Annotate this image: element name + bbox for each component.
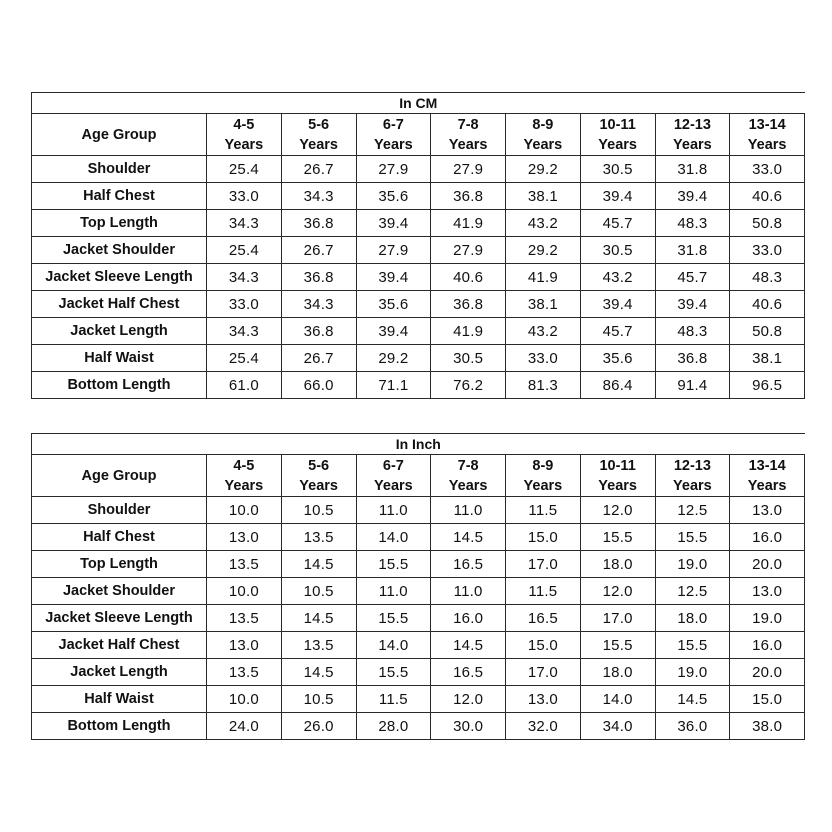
measurement-value: 16.5	[431, 551, 506, 578]
age-range: 6-7	[382, 457, 404, 474]
measurement-value: 48.3	[730, 264, 805, 291]
measurement-value: 36.8	[281, 210, 356, 237]
age-range: 10-11	[599, 116, 636, 133]
measurement-value: 33.0	[730, 156, 805, 183]
measurement-value: 13.0	[506, 686, 581, 713]
measurement-value: 40.6	[730, 291, 805, 318]
measurement-value: 34.3	[207, 318, 282, 345]
measurement-value: 30.5	[580, 237, 655, 264]
measurement-label: Jacket Half Chest	[32, 291, 207, 318]
age-column-header	[506, 114, 581, 156]
measurement-value: 12.0	[580, 578, 655, 605]
measurement-value: 26.7	[281, 237, 356, 264]
age-group-header: Age Group	[32, 455, 207, 497]
measurement-value: 30.5	[431, 345, 506, 372]
age-unit: Years	[523, 136, 563, 153]
table-caption-row	[32, 93, 805, 114]
measurement-value: 16.5	[506, 605, 581, 632]
measurement-value: 10.0	[207, 578, 282, 605]
measurement-value: 26.7	[281, 345, 356, 372]
age-column-header	[730, 114, 805, 156]
age-column-header	[356, 114, 431, 156]
measurement-value: 15.0	[506, 524, 581, 551]
age-unit: Years	[374, 477, 413, 494]
measurement-value: 45.7	[655, 264, 730, 291]
measurement-value: 35.6	[356, 291, 431, 318]
age-column-header	[730, 455, 805, 497]
table-caption-row	[32, 434, 805, 455]
measurement-label: Jacket Sleeve Length	[32, 605, 207, 632]
measurement-label: Jacket Shoulder	[32, 578, 207, 605]
measurement-value: 36.8	[281, 264, 356, 291]
age-unit: Years	[673, 477, 712, 494]
age-column-header	[580, 455, 655, 497]
age-range: 7-8	[457, 457, 479, 474]
measurement-value: 18.0	[580, 551, 655, 578]
measurement-value: 43.2	[506, 210, 581, 237]
table-row	[32, 237, 805, 264]
table-row	[32, 345, 805, 372]
measurement-value: 28.0	[356, 713, 431, 740]
measurement-value: 11.0	[431, 578, 506, 605]
measurement-value: 19.0	[655, 659, 730, 686]
measurement-value: 40.6	[730, 183, 805, 210]
age-range: 10-11	[599, 457, 636, 474]
measurement-value: 30.5	[580, 156, 655, 183]
measurement-value: 39.4	[580, 183, 655, 210]
measurement-value: 76.2	[431, 372, 506, 399]
measurement-value: 15.5	[655, 524, 730, 551]
age-unit: Years	[224, 136, 264, 153]
measurement-value: 14.5	[281, 659, 356, 686]
age-range: 13-14	[748, 116, 786, 133]
measurement-label: Jacket Shoulder	[32, 237, 207, 264]
measurement-value: 50.8	[730, 318, 805, 345]
measurement-value: 39.4	[655, 291, 730, 318]
measurement-value: 29.2	[506, 237, 581, 264]
measurement-value: 13.5	[207, 551, 282, 578]
measurement-value: 39.4	[356, 264, 431, 291]
measurement-label: Jacket Sleeve Length	[32, 264, 207, 291]
age-range: 4-5	[233, 116, 255, 133]
measurement-value: 15.5	[580, 632, 655, 659]
age-unit: Years	[673, 136, 712, 153]
age-group-header: Age Group	[32, 114, 207, 156]
age-column-header	[281, 455, 356, 497]
measurement-value: 19.0	[655, 551, 730, 578]
measurement-value: 36.8	[281, 318, 356, 345]
measurement-value: 15.5	[580, 524, 655, 551]
measurement-value: 34.3	[281, 183, 356, 210]
measurement-value: 12.0	[580, 497, 655, 524]
measurement-value: 38.1	[506, 291, 581, 318]
measurement-value: 10.5	[281, 686, 356, 713]
measurement-label: Half Waist	[32, 345, 207, 372]
age-range: 5-6	[308, 116, 330, 133]
measurement-value: 17.0	[580, 605, 655, 632]
table-row	[32, 264, 805, 291]
measurement-value: 11.5	[506, 578, 581, 605]
measurement-value: 11.0	[356, 578, 431, 605]
measurement-value: 32.0	[506, 713, 581, 740]
measurement-value: 43.2	[506, 318, 581, 345]
measurement-value: 12.0	[431, 686, 506, 713]
measurement-value: 45.7	[580, 210, 655, 237]
cm-size-table	[31, 92, 805, 399]
table-row	[32, 372, 805, 399]
measurement-value: 26.7	[281, 156, 356, 183]
age-unit: Years	[374, 136, 413, 153]
measurement-value: 11.5	[506, 497, 581, 524]
measurement-value: 14.5	[431, 524, 506, 551]
measurement-value: 71.1	[356, 372, 431, 399]
age-column-header	[207, 114, 282, 156]
age-range: 12-13	[673, 116, 711, 133]
measurement-value: 41.9	[431, 210, 506, 237]
measurement-value: 18.0	[655, 605, 730, 632]
measurement-value: 10.5	[281, 578, 356, 605]
measurement-label: Jacket Half Chest	[32, 632, 207, 659]
measurement-value: 19.0	[730, 605, 805, 632]
measurement-value: 25.4	[207, 345, 282, 372]
age-range: 8-9	[532, 457, 554, 474]
measurement-value: 12.5	[655, 497, 730, 524]
measurement-value: 27.9	[356, 156, 431, 183]
measurement-label: Half Waist	[32, 686, 207, 713]
table-row	[32, 713, 805, 740]
measurement-value: 14.5	[655, 686, 730, 713]
measurement-value: 13.5	[281, 524, 356, 551]
table-caption: In Inch	[32, 434, 805, 455]
table-header-row	[32, 114, 805, 156]
table-row	[32, 551, 805, 578]
age-unit: Years	[448, 136, 488, 153]
age-unit: Years	[299, 136, 338, 153]
measurement-value: 38.0	[730, 713, 805, 740]
measurement-value: 10.5	[281, 497, 356, 524]
table-header-row	[32, 455, 805, 497]
age-unit: Years	[448, 477, 488, 494]
measurement-value: 30.0	[431, 713, 506, 740]
measurement-value: 24.0	[207, 713, 282, 740]
measurement-value: 16.0	[431, 605, 506, 632]
age-range: 8-9	[532, 116, 554, 133]
age-column-header	[281, 114, 356, 156]
measurement-value: 13.5	[207, 659, 282, 686]
measurement-value: 18.0	[580, 659, 655, 686]
measurement-value: 26.0	[281, 713, 356, 740]
measurement-value: 48.3	[655, 210, 730, 237]
age-range: 6-7	[382, 116, 404, 133]
measurement-value: 20.0	[730, 551, 805, 578]
measurement-value: 12.5	[655, 578, 730, 605]
table-row	[32, 659, 805, 686]
age-unit: Years	[224, 477, 264, 494]
measurement-value: 45.7	[580, 318, 655, 345]
table-row	[32, 605, 805, 632]
measurement-value: 14.0	[580, 686, 655, 713]
measurement-label: Jacket Length	[32, 318, 207, 345]
age-range: 7-8	[457, 116, 479, 133]
measurement-value: 86.4	[580, 372, 655, 399]
measurement-value: 36.0	[655, 713, 730, 740]
measurement-value: 10.0	[207, 497, 282, 524]
measurement-value: 13.0	[207, 524, 282, 551]
measurement-value: 31.8	[655, 237, 730, 264]
age-range: 4-5	[233, 457, 255, 474]
table-row	[32, 318, 805, 345]
measurement-value: 31.8	[655, 156, 730, 183]
measurement-value: 17.0	[506, 659, 581, 686]
age-unit: Years	[598, 136, 637, 153]
measurement-value: 38.1	[730, 345, 805, 372]
measurement-value: 14.0	[356, 632, 431, 659]
age-column-header	[356, 455, 431, 497]
measurement-value: 29.2	[356, 345, 431, 372]
measurement-label: Half Chest	[32, 524, 207, 551]
measurement-value: 27.9	[431, 237, 506, 264]
age-range: 13-14	[748, 457, 786, 474]
age-range: 12-13	[673, 457, 711, 474]
measurement-value: 15.5	[655, 632, 730, 659]
measurement-value: 34.3	[207, 264, 282, 291]
measurement-value: 33.0	[506, 345, 581, 372]
measurement-value: 41.9	[431, 318, 506, 345]
measurement-value: 34.0	[580, 713, 655, 740]
measurement-value: 13.0	[730, 578, 805, 605]
measurement-value: 15.5	[356, 551, 431, 578]
measurement-value: 15.0	[730, 686, 805, 713]
table-row	[32, 183, 805, 210]
measurement-value: 14.5	[281, 551, 356, 578]
measurement-value: 96.5	[730, 372, 805, 399]
age-column-header	[506, 455, 581, 497]
measurement-value: 33.0	[730, 237, 805, 264]
measurement-value: 16.0	[730, 524, 805, 551]
measurement-value: 36.8	[655, 345, 730, 372]
measurement-label: Half Chest	[32, 183, 207, 210]
age-column-header	[655, 114, 730, 156]
table-row	[32, 578, 805, 605]
table-row	[32, 291, 805, 318]
measurement-label: Top Length	[32, 551, 207, 578]
measurement-value: 40.6	[431, 264, 506, 291]
measurement-label: Shoulder	[32, 497, 207, 524]
measurement-value: 34.3	[281, 291, 356, 318]
age-column-header	[580, 114, 655, 156]
measurement-value: 48.3	[655, 318, 730, 345]
age-unit: Years	[598, 477, 637, 494]
age-unit: Years	[747, 136, 787, 153]
measurement-value: 39.4	[580, 291, 655, 318]
measurement-value: 41.9	[506, 264, 581, 291]
age-column-header	[207, 455, 282, 497]
measurement-value: 35.6	[356, 183, 431, 210]
table-row	[32, 524, 805, 551]
table-row	[32, 156, 805, 183]
measurement-label: Shoulder	[32, 156, 207, 183]
measurement-value: 91.4	[655, 372, 730, 399]
measurement-value: 13.5	[281, 632, 356, 659]
measurement-value: 34.3	[207, 210, 282, 237]
table-row	[32, 497, 805, 524]
measurement-value: 17.0	[506, 551, 581, 578]
measurement-value: 11.5	[356, 686, 431, 713]
measurement-label: Bottom Length	[32, 713, 207, 740]
measurement-value: 13.5	[207, 605, 282, 632]
measurement-value: 61.0	[207, 372, 282, 399]
measurement-value: 35.6	[580, 345, 655, 372]
measurement-value: 39.4	[356, 210, 431, 237]
measurement-value: 43.2	[580, 264, 655, 291]
measurement-value: 15.0	[506, 632, 581, 659]
age-column-header	[431, 455, 506, 497]
measurement-value: 13.0	[207, 632, 282, 659]
measurement-value: 14.5	[281, 605, 356, 632]
age-column-header	[431, 114, 506, 156]
table-row	[32, 632, 805, 659]
measurement-value: 38.1	[506, 183, 581, 210]
table-caption: In CM	[32, 93, 805, 114]
measurement-value: 16.0	[730, 632, 805, 659]
measurement-label: Jacket Length	[32, 659, 207, 686]
measurement-value: 16.5	[431, 659, 506, 686]
measurement-value: 39.4	[655, 183, 730, 210]
table-row	[32, 210, 805, 237]
measurement-value: 13.0	[730, 497, 805, 524]
measurement-value: 33.0	[207, 183, 282, 210]
measurement-label: Bottom Length	[32, 372, 207, 399]
measurement-value: 15.5	[356, 605, 431, 632]
measurement-value: 27.9	[431, 156, 506, 183]
inch-size-table	[31, 433, 805, 740]
measurement-value: 25.4	[207, 156, 282, 183]
measurement-value: 20.0	[730, 659, 805, 686]
measurement-value: 39.4	[356, 318, 431, 345]
measurement-value: 66.0	[281, 372, 356, 399]
measurement-value: 14.0	[356, 524, 431, 551]
measurement-value: 11.0	[356, 497, 431, 524]
age-range: 5-6	[308, 457, 330, 474]
age-unit: Years	[299, 477, 338, 494]
measurement-value: 27.9	[356, 237, 431, 264]
age-unit: Years	[523, 477, 563, 494]
measurement-value: 25.4	[207, 237, 282, 264]
table-row	[32, 686, 805, 713]
measurement-value: 36.8	[431, 183, 506, 210]
measurement-value: 10.0	[207, 686, 282, 713]
measurement-value: 11.0	[431, 497, 506, 524]
measurement-value: 14.5	[431, 632, 506, 659]
measurement-value: 50.8	[730, 210, 805, 237]
measurement-value: 29.2	[506, 156, 581, 183]
measurement-label: Top Length	[32, 210, 207, 237]
measurement-value: 15.5	[356, 659, 431, 686]
measurement-value: 36.8	[431, 291, 506, 318]
age-unit: Years	[747, 477, 787, 494]
age-column-header	[655, 455, 730, 497]
measurement-value: 81.3	[506, 372, 581, 399]
measurement-value: 33.0	[207, 291, 282, 318]
